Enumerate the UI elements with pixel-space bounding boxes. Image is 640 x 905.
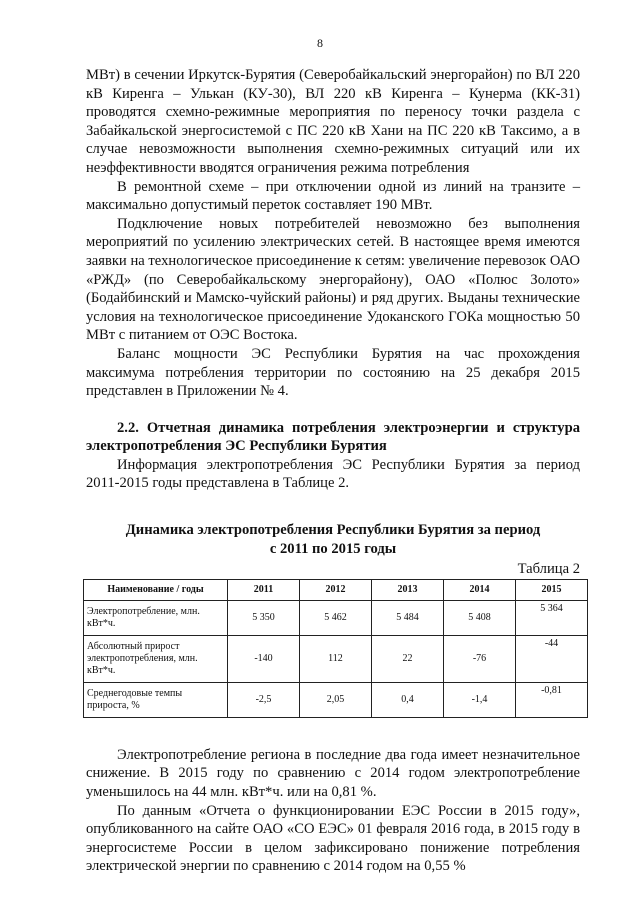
cell-2015: 5 364 bbox=[516, 600, 588, 635]
paragraph-ees-report: По данным «Отчета о функционировании ЕЭС России в 2015 году», опубликованного на сайте ОАО «СО ЕЭС» 01 февраля 2016 года, в 2015 году в энергосистеме России в целом зафиксировано понижение потребления электрической энергии по сравнению с 2014 годом на 0,55 % bbox=[86, 802, 580, 875]
cell-2012: 2,05 bbox=[300, 682, 372, 717]
cell-2014: 5 408 bbox=[444, 600, 516, 635]
cell-2011: 5 350 bbox=[228, 600, 300, 635]
cell-2014: -1,4 bbox=[444, 682, 516, 717]
table-row bbox=[84, 635, 588, 682]
table-caption-line1: Динамика электропотребления Республики Бурятия за период bbox=[125, 522, 541, 539]
section-intro: Информация электропотребления ЭС Республики Бурятия за период 2011-2015 годы представлена в Таблице 2. bbox=[86, 456, 580, 492]
cell-2013: 22 bbox=[372, 635, 444, 682]
cell-2013: 0,4 bbox=[372, 682, 444, 717]
document-body bbox=[86, 66, 580, 876]
row-label: Абсолютный прирост электропотребления, млн. кВт*ч. bbox=[84, 635, 228, 682]
cell-2012: 5 462 bbox=[300, 600, 372, 635]
table-label: Таблица 2 bbox=[517, 561, 580, 578]
row-label: Среднегодовые темпы прироста, % bbox=[84, 682, 228, 717]
header-2012: 2012 bbox=[300, 579, 372, 600]
paragraph-continuation: МВт) в сечении Иркутск-Бурятия (Северобайкальский энергорайон) по ВЛ 220 кВ Киренга – Улькан (КУ-30), ВЛ 220 кВ Киренга – Кунерма (КК-31) проводятся схемно-режимные мероприятия по переносу точки раздела с Забайкальской энергосистемой с ПС 220 кВ Хани на ПС 220 кВ Таксимо, а в случае невозможности выполнения схемно-режимных ситуаций или их неэффективности вводятся ограничения режима потребления bbox=[86, 67, 580, 176]
header-2015: 2015 bbox=[516, 579, 588, 600]
section-heading: 2.2. Отчетная динамика потребления электроэнергии и структура электропотребления ЭС Республики Бурятия bbox=[86, 419, 580, 455]
cell-2015: -44 bbox=[516, 635, 588, 682]
page-number: 8 bbox=[317, 36, 323, 50]
header-2013: 2013 bbox=[372, 579, 444, 600]
cell-2015: -0,81 bbox=[516, 682, 588, 717]
spacer bbox=[86, 401, 580, 419]
table-row bbox=[84, 600, 588, 635]
cell-2011: -140 bbox=[228, 635, 300, 682]
cell-2012: 112 bbox=[300, 635, 372, 682]
paragraph-regional-consumption: Электропотребление региона в последние два года имеет незначительное снижение. В 2015 году по сравнению с 2014 годом электропотребление уменьшилось на 44 млн. кВт*ч. или на 0,81 %. bbox=[86, 746, 580, 801]
row-label: Электропотребление, млн. кВт*ч. bbox=[84, 600, 228, 635]
cell-2013: 5 484 bbox=[372, 600, 444, 635]
cell-2014: -76 bbox=[444, 635, 516, 682]
table-caption-line2: с 2011 по 2015 годы bbox=[269, 540, 397, 557]
cell-2011: -2,5 bbox=[228, 682, 300, 717]
paragraph-new-consumers: Подключение новых потребителей невозможно без выполнения мероприятий по усилению электрических сетей. В настоящее время имеются заявки на технологическое присоединение к сетям: увеличение перевозок ОАО «РЖД» (по Северобайкальскому энергорайону), ОАО «Полюс Золото» (Бодайбинский и Мамско-чуйский районы) и ряд других. Выданы технические условия на технологическое присоединение Удоканского ГОКа мощностью 50 МВт с питанием от ОЭС Востока. bbox=[86, 215, 580, 344]
header-2014: 2014 bbox=[444, 579, 516, 600]
header-name: Наименование / годы bbox=[84, 579, 228, 600]
consumption-table bbox=[83, 579, 588, 718]
header-2011: 2011 bbox=[228, 579, 300, 600]
table-header-row bbox=[84, 579, 588, 600]
paragraph-power-balance: Баланс мощности ЭС Республики Бурятия на час прохождения максимума потребления территории по состоянию на 25 декабря 2015 представлен в Приложении № 4. bbox=[86, 345, 580, 400]
table-row bbox=[84, 682, 588, 717]
paragraph-repair-scheme: В ремонтной схеме – при отключении одной из линий на транзите – максимально допустимый переток составляет 190 МВт. bbox=[86, 178, 580, 214]
table-caption bbox=[86, 521, 580, 558]
